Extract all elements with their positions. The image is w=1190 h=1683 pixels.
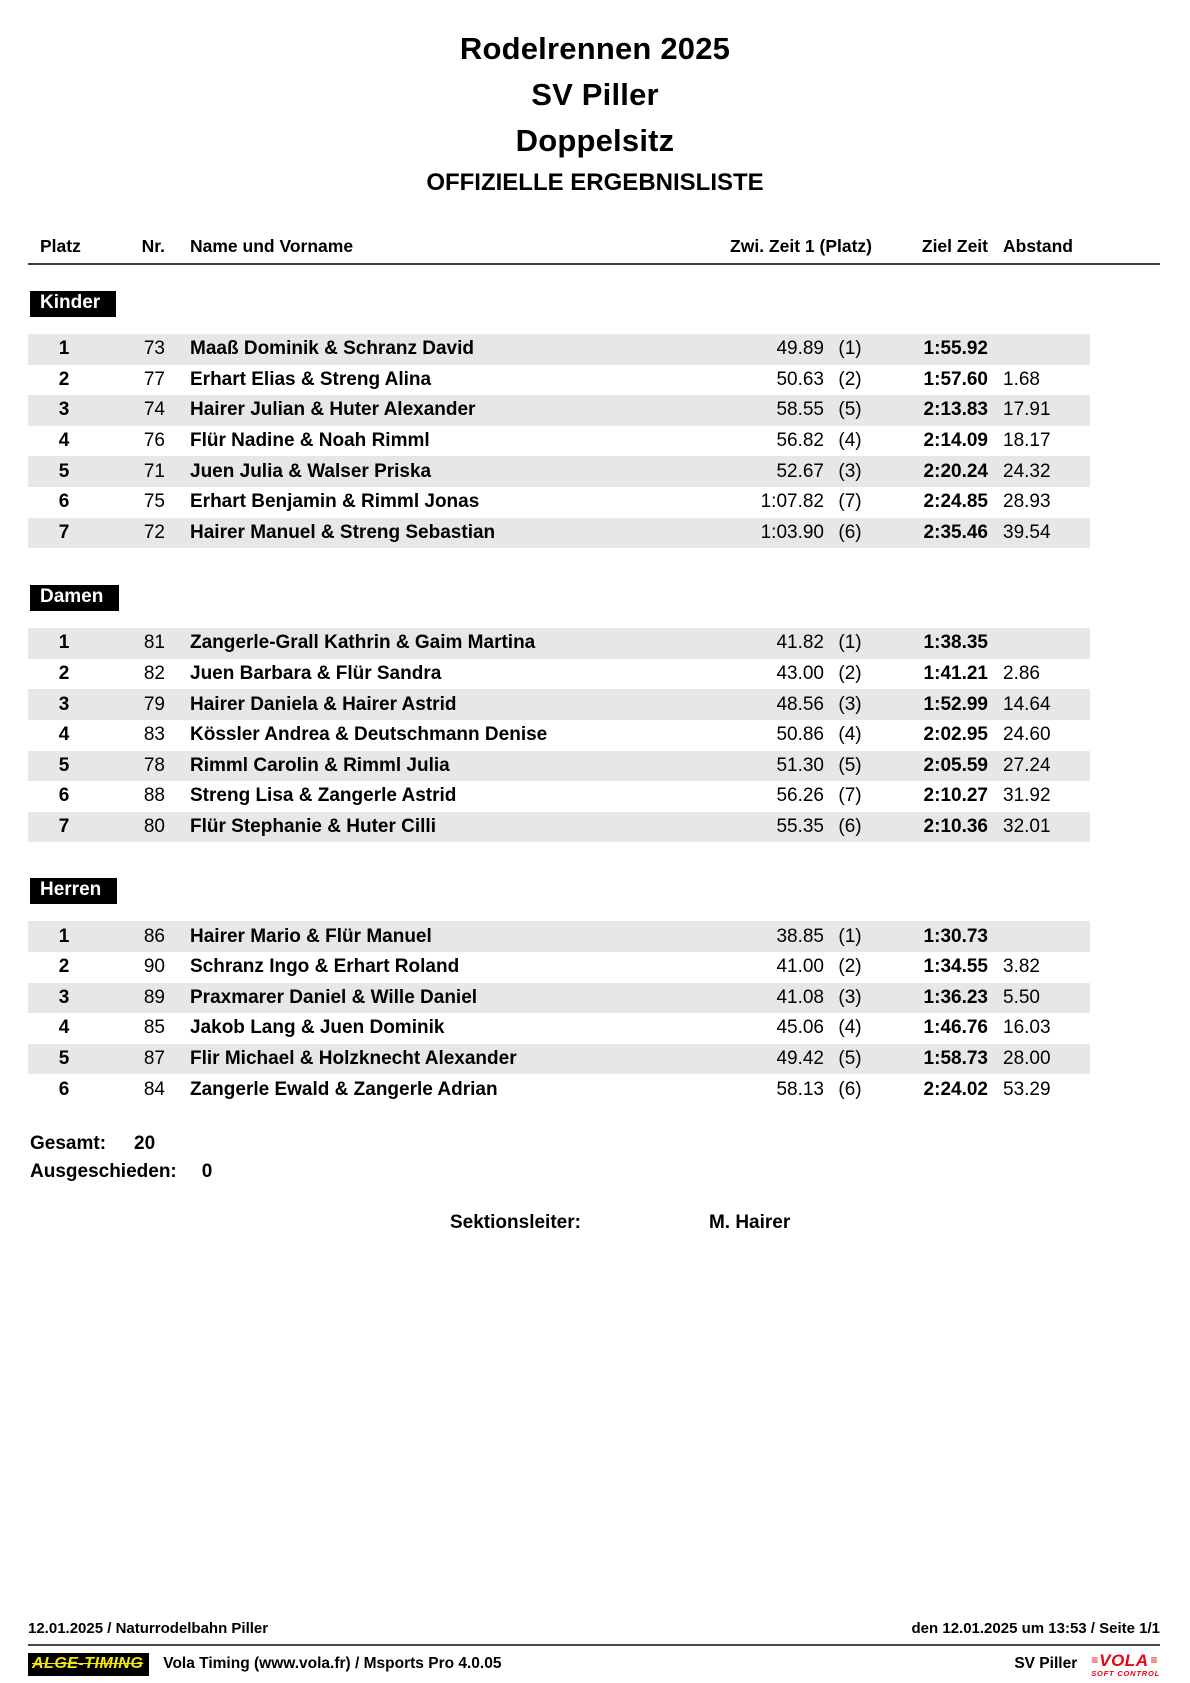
intermediate-rank-cell: (1) xyxy=(838,338,862,360)
section-leader-name: M. Hairer xyxy=(708,1211,791,1233)
column-header-platz: Platz xyxy=(40,236,81,256)
alge-timing-logo-icon: ALGE-TIMING xyxy=(28,1653,149,1676)
total-value: 20 xyxy=(134,1132,156,1154)
finish-time-cell: 2:10.27 xyxy=(923,785,988,807)
finish-time-cell: 1:34.55 xyxy=(923,956,988,978)
finish-time-cell: 2:20.24 xyxy=(923,460,988,482)
rank-cell: 2 xyxy=(58,956,70,978)
table-row xyxy=(28,1013,1090,1044)
footer-meta-line xyxy=(28,1620,1160,1644)
intermediate-time-cell: 58.13 xyxy=(776,1078,824,1100)
vola-wordmark: VOLA xyxy=(1099,1650,1149,1670)
rank-cell: 4 xyxy=(58,724,70,746)
intermediate-time-cell: 38.85 xyxy=(776,925,824,947)
table-row xyxy=(28,518,1090,549)
gap-cell: 53.29 xyxy=(1003,1078,1051,1100)
bib-number-cell: 76 xyxy=(143,430,165,452)
finish-time-cell: 1:36.23 xyxy=(923,986,988,1008)
discipline-title: Doppelsitz xyxy=(515,123,675,158)
bib-number-cell: 89 xyxy=(143,986,165,1008)
name-cell: Flir Michael & Holzknecht Alexander xyxy=(190,1047,517,1069)
column-header-name: Name und Vorname xyxy=(190,236,354,256)
rank-cell: 3 xyxy=(58,986,70,1008)
finish-time-cell: 1:30.73 xyxy=(923,925,988,947)
finish-time-cell: 1:57.60 xyxy=(923,368,988,390)
gap-cell: 14.64 xyxy=(1003,693,1051,715)
name-cell: Flür Stephanie & Huter Cilli xyxy=(190,816,436,838)
event-title: Rodelrennen 2025 xyxy=(459,31,731,66)
rank-cell: 1 xyxy=(58,925,70,947)
table-row xyxy=(28,487,1090,518)
total-label: Gesamt: xyxy=(30,1132,107,1154)
result-section-kinder xyxy=(28,291,1190,548)
table-row xyxy=(28,983,1090,1014)
bib-number-cell: 80 xyxy=(143,816,165,838)
intermediate-time-cell: 41.00 xyxy=(776,956,824,978)
table-row xyxy=(28,334,1090,365)
dnf-label: Ausgeschieden: xyxy=(30,1160,177,1182)
finish-time-cell: 2:10.36 xyxy=(923,816,988,838)
table-row xyxy=(28,781,1090,812)
gap-cell: 27.24 xyxy=(1003,754,1051,776)
section-label: Damen xyxy=(30,585,119,611)
vola-bars-right-icon: ≡ xyxy=(1150,1653,1157,1667)
vola-soft-control-text: SOFT CONTROL xyxy=(1091,1668,1160,1678)
finish-time-cell: 2:24.02 xyxy=(923,1078,988,1100)
footer-print-info: den 12.01.2025 um 13:53 / Seite 1/1 xyxy=(911,1619,1160,1637)
rank-cell: 2 xyxy=(58,368,70,390)
finish-time-cell: 2:13.83 xyxy=(923,399,988,421)
intermediate-rank-cell: (3) xyxy=(838,693,862,715)
bib-number-cell: 82 xyxy=(143,663,165,685)
name-cell: Erhart Elias & Streng Alina xyxy=(190,368,432,390)
gap-cell: 2.86 xyxy=(1003,663,1040,685)
gap-cell: 24.60 xyxy=(1003,724,1051,746)
section-label: Kinder xyxy=(30,291,116,317)
name-cell: Hairer Manuel & Streng Sebastian xyxy=(190,521,496,543)
rank-cell: 3 xyxy=(58,399,70,421)
intermediate-rank-cell: (2) xyxy=(838,368,862,390)
bib-number-cell: 88 xyxy=(143,785,165,807)
name-cell: Praxmarer Daniel & Wille Daniel xyxy=(190,986,478,1008)
footer-club-text: SV Piller xyxy=(1014,1655,1078,1673)
intermediate-rank-cell: (6) xyxy=(838,816,862,838)
intermediate-rank-cell: (5) xyxy=(838,399,862,421)
column-header-zwi-zeit: Zwi. Zeit 1 (Platz) xyxy=(730,236,872,256)
rank-cell: 5 xyxy=(58,1047,70,1069)
intermediate-rank-cell: (4) xyxy=(838,430,862,452)
name-cell: Juen Barbara & Flür Sandra xyxy=(190,663,442,685)
name-cell: Juen Julia & Walser Priska xyxy=(190,460,432,482)
gap-cell: 16.03 xyxy=(1003,1017,1051,1039)
section-label: Herren xyxy=(30,878,117,904)
rank-cell: 2 xyxy=(58,663,70,685)
gap-cell: 31.92 xyxy=(1003,785,1051,807)
intermediate-rank-cell: (6) xyxy=(838,521,862,543)
result-section-herren xyxy=(28,878,1190,1105)
rank-cell: 4 xyxy=(58,430,70,452)
vola-logo-icon xyxy=(1091,1652,1160,1678)
rank-cell: 6 xyxy=(58,491,70,513)
gap-cell: 18.17 xyxy=(1003,430,1051,452)
intermediate-rank-cell: (5) xyxy=(838,1047,862,1069)
intermediate-time-cell: 49.42 xyxy=(776,1047,824,1069)
name-cell: Zangerle Ewald & Zangerle Adrian xyxy=(190,1078,498,1100)
name-cell: Hairer Mario & Flür Manuel xyxy=(190,925,432,947)
rank-cell: 6 xyxy=(58,785,70,807)
table-row xyxy=(28,1044,1090,1075)
table-row xyxy=(28,689,1090,720)
dnf-line xyxy=(30,1158,1190,1186)
name-cell: Flür Nadine & Noah Rimml xyxy=(190,430,430,452)
section-leader-label: Sektionsleiter: xyxy=(450,1211,581,1233)
table-row xyxy=(28,952,1090,983)
intermediate-time-cell: 50.63 xyxy=(776,368,824,390)
gap-cell: 5.50 xyxy=(1003,986,1040,1008)
bib-number-cell: 74 xyxy=(143,399,165,421)
finish-time-cell: 2:35.46 xyxy=(923,521,988,543)
rank-cell: 3 xyxy=(58,693,70,715)
finish-time-cell: 2:02.95 xyxy=(923,724,988,746)
section-rows xyxy=(28,628,1090,842)
bib-number-cell: 83 xyxy=(143,724,165,746)
intermediate-time-cell: 41.08 xyxy=(776,986,824,1008)
finish-time-cell: 2:05.59 xyxy=(923,754,988,776)
intermediate-time-cell: 43.00 xyxy=(776,663,824,685)
column-header-ziel-zeit: Ziel Zeit xyxy=(921,236,988,256)
bib-number-cell: 77 xyxy=(143,368,165,390)
rank-cell: 5 xyxy=(58,754,70,776)
finish-time-cell: 1:46.76 xyxy=(923,1017,988,1039)
name-cell: Jakob Lang & Juen Dominik xyxy=(190,1017,445,1039)
name-cell: Kössler Andrea & Deutschmann Denise xyxy=(190,724,548,746)
table-row xyxy=(28,1074,1090,1105)
gap-cell: 3.82 xyxy=(1003,956,1040,978)
intermediate-rank-cell: (6) xyxy=(838,1078,862,1100)
bib-number-cell: 81 xyxy=(143,632,165,654)
intermediate-rank-cell: (5) xyxy=(838,754,862,776)
dnf-value: 0 xyxy=(201,1160,213,1182)
footer-brand-line xyxy=(28,1652,1160,1678)
intermediate-rank-cell: (3) xyxy=(838,460,862,482)
document-header xyxy=(0,0,1190,200)
rank-cell: 7 xyxy=(58,521,70,543)
rank-cell: 1 xyxy=(58,338,70,360)
intermediate-time-cell: 50.86 xyxy=(776,724,824,746)
bib-number-cell: 73 xyxy=(143,338,165,360)
gap-cell: 17.91 xyxy=(1003,399,1051,421)
name-cell: Hairer Julian & Huter Alexander xyxy=(190,399,476,421)
table-row xyxy=(28,365,1090,396)
intermediate-rank-cell: (3) xyxy=(838,986,862,1008)
intermediate-rank-cell: (4) xyxy=(838,724,862,746)
bib-number-cell: 72 xyxy=(143,521,165,543)
intermediate-time-cell: 41.82 xyxy=(776,632,824,654)
summary-block xyxy=(30,1130,1190,1186)
intermediate-time-cell: 51.30 xyxy=(776,754,824,776)
intermediate-rank-cell: (1) xyxy=(838,925,862,947)
rank-cell: 5 xyxy=(58,460,70,482)
column-header-nr: Nr. xyxy=(141,236,165,256)
intermediate-time-cell: 55.35 xyxy=(776,816,824,838)
section-rows xyxy=(28,921,1090,1105)
rank-cell: 1 xyxy=(58,632,70,654)
intermediate-rank-cell: (2) xyxy=(838,956,862,978)
name-cell: Streng Lisa & Zangerle Astrid xyxy=(190,785,457,807)
rank-cell: 7 xyxy=(58,816,70,838)
footer-date-location: 12.01.2025 / Naturrodelbahn Piller xyxy=(28,1619,269,1637)
finish-time-cell: 1:38.35 xyxy=(923,632,988,654)
table-row xyxy=(28,456,1090,487)
gap-cell: 32.01 xyxy=(1003,816,1051,838)
gap-cell: 24.32 xyxy=(1003,460,1051,482)
intermediate-time-cell: 58.55 xyxy=(776,399,824,421)
bib-number-cell: 85 xyxy=(143,1017,165,1039)
finish-time-cell: 1:52.99 xyxy=(923,693,988,715)
intermediate-rank-cell: (7) xyxy=(838,491,862,513)
table-row xyxy=(28,395,1090,426)
vola-bars-left-icon: ≡ xyxy=(1091,1653,1098,1667)
finish-time-cell: 1:58.73 xyxy=(923,1047,988,1069)
name-cell: Maaß Dominik & Schranz David xyxy=(190,338,475,360)
table-column-header xyxy=(28,236,1160,265)
bib-number-cell: 79 xyxy=(143,693,165,715)
intermediate-time-cell: 56.82 xyxy=(776,430,824,452)
total-line xyxy=(30,1130,1190,1158)
section-leader-line xyxy=(0,1212,1190,1234)
intermediate-time-cell: 48.56 xyxy=(776,693,824,715)
bib-number-cell: 71 xyxy=(143,460,165,482)
intermediate-rank-cell: (1) xyxy=(838,632,862,654)
table-row xyxy=(28,720,1090,751)
result-section-damen xyxy=(28,585,1190,842)
bib-number-cell: 90 xyxy=(143,956,165,978)
intermediate-time-cell: 1:07.82 xyxy=(760,491,824,513)
finish-time-cell: 2:24.85 xyxy=(923,491,988,513)
name-cell: Rimml Carolin & Rimml Julia xyxy=(190,754,450,776)
name-cell: Hairer Daniela & Hairer Astrid xyxy=(190,693,457,715)
results-sections xyxy=(0,291,1190,1105)
intermediate-time-cell: 56.26 xyxy=(776,785,824,807)
name-cell: Erhart Benjamin & Rimml Jonas xyxy=(190,491,480,513)
bib-number-cell: 87 xyxy=(143,1047,165,1069)
page-footer xyxy=(28,1620,1160,1678)
intermediate-rank-cell: (7) xyxy=(838,785,862,807)
intermediate-time-cell: 1:03.90 xyxy=(760,521,824,543)
section-rows xyxy=(28,334,1090,548)
table-row xyxy=(28,751,1090,782)
table-row xyxy=(28,426,1090,457)
bib-number-cell: 86 xyxy=(143,925,165,947)
table-row xyxy=(28,628,1090,659)
club-title: SV Piller xyxy=(531,77,659,112)
gap-cell: 39.54 xyxy=(1003,521,1051,543)
intermediate-rank-cell: (4) xyxy=(838,1017,862,1039)
finish-time-cell: 2:14.09 xyxy=(923,430,988,452)
bib-number-cell: 84 xyxy=(143,1078,165,1100)
table-row xyxy=(28,921,1090,952)
intermediate-rank-cell: (2) xyxy=(838,663,862,685)
name-cell: Schranz Ingo & Erhart Roland xyxy=(190,956,460,978)
list-type-title: OFFIZIELLE ERGEBNISLISTE xyxy=(426,169,764,196)
finish-time-cell: 1:55.92 xyxy=(923,338,988,360)
gap-cell: 1.68 xyxy=(1003,368,1040,390)
rank-cell: 6 xyxy=(58,1078,70,1100)
table-row xyxy=(28,659,1090,690)
name-cell: Zangerle-Grall Kathrin & Gaim Martina xyxy=(190,632,536,654)
intermediate-time-cell: 52.67 xyxy=(776,460,824,482)
rank-cell: 4 xyxy=(58,1017,70,1039)
intermediate-time-cell: 49.89 xyxy=(776,338,824,360)
bib-number-cell: 75 xyxy=(143,491,165,513)
table-row xyxy=(28,812,1090,843)
finish-time-cell: 1:41.21 xyxy=(923,663,988,685)
gap-cell: 28.93 xyxy=(1003,491,1051,513)
timing-software-text: Vola Timing (www.vola.fr) / Msports Pro 4.0.05 xyxy=(163,1655,502,1673)
column-header-abstand: Abstand xyxy=(1003,236,1073,256)
intermediate-time-cell: 45.06 xyxy=(776,1017,824,1039)
gap-cell: 28.00 xyxy=(1003,1047,1051,1069)
bib-number-cell: 78 xyxy=(143,754,165,776)
footer-divider xyxy=(28,1644,1160,1646)
